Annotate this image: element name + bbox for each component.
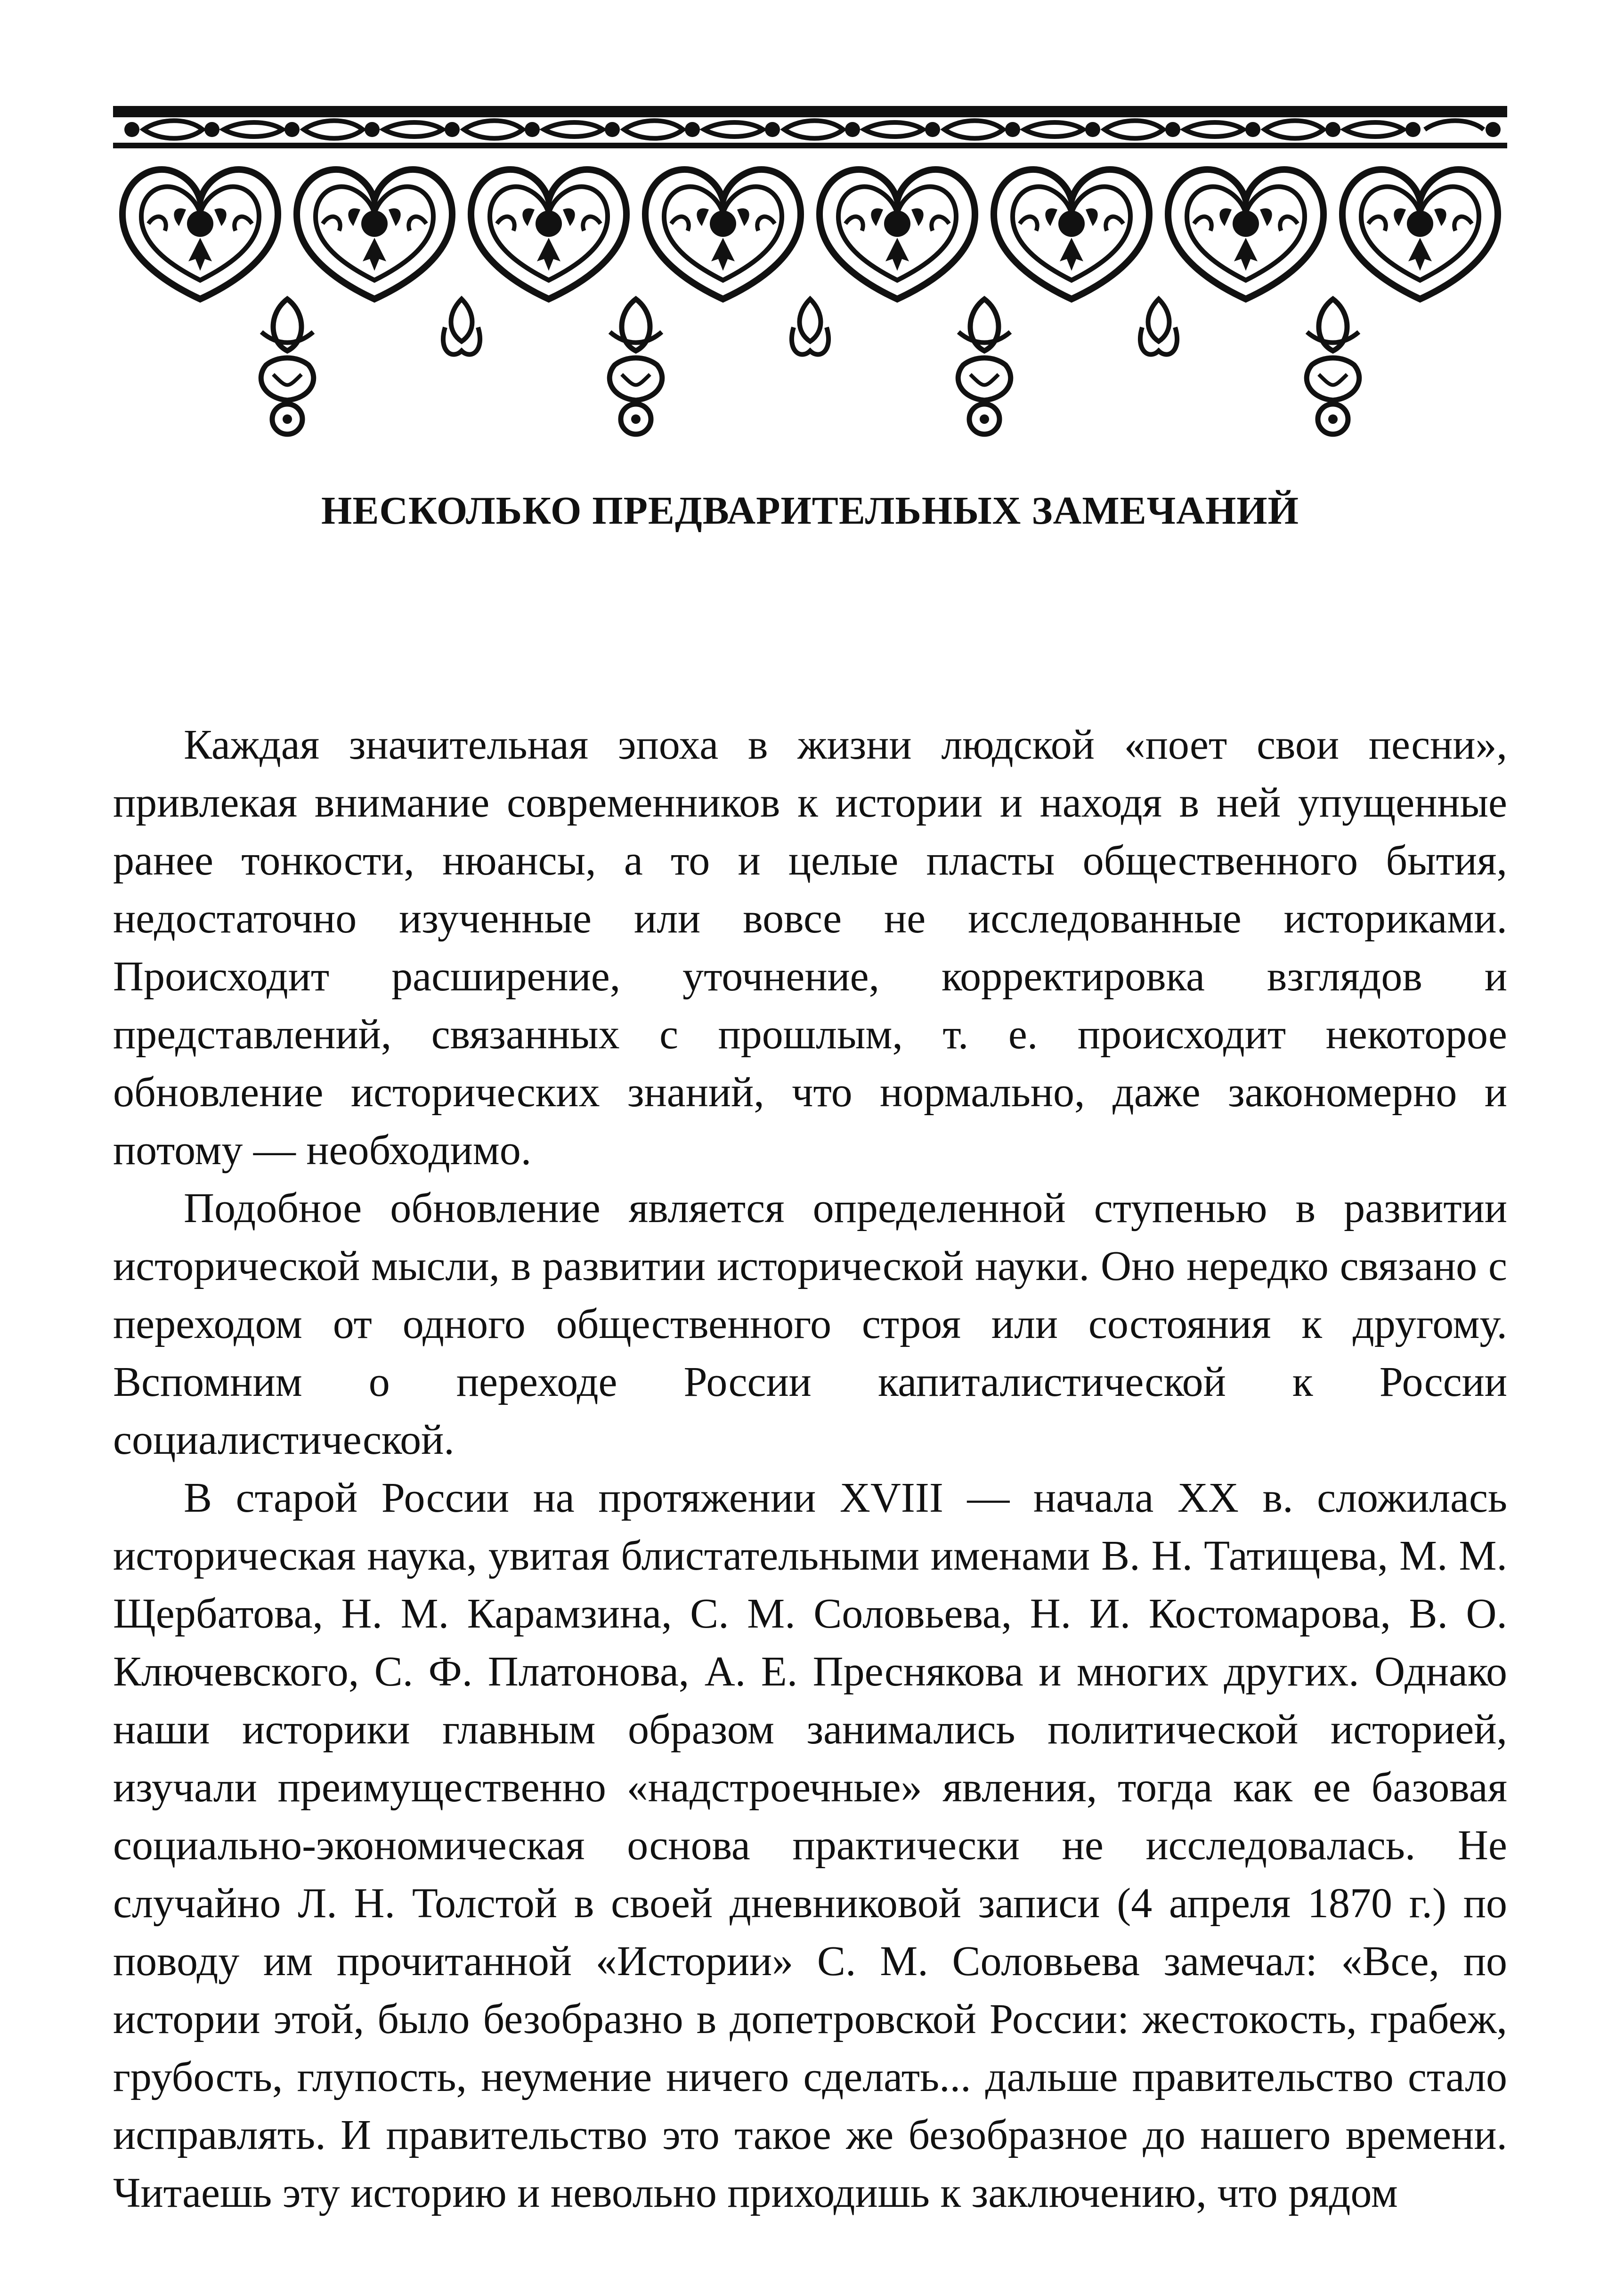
decorative-heart-lace-border-icon	[113, 101, 1507, 478]
paragraph-2: Подобное обновление является определенной ступенью в развитии исторической мысли, в развитии исторической науки. Оно нередко связано с переходом от одного общественного строя или состояния к другому. Вспомним о переходе России капиталистической к России социалистической.	[113, 1185, 1507, 1463]
body-text	[113, 716, 1507, 2222]
paragraph-3: В старой России на протяжении XVIII — начала XX в. сложилась историческая наука, увитая блистательными именами В. Н. Татищева, М. М. Щербатова, Н. М. Карамзина, С. М. Соловьева, Н. И. Костомарова, В. О. Ключевского, С. Ф. Платонова, А. Е. Преснякова и многих других. Однако наши историки главным образом занимались политической историей, изучали преимущественно «надстроечные» явления, тогда как ее базовая социально-экономическая основа практически не исследовалась. Не случайно Л. Н. Толстой в своей дневниковой записи (4 апреля 1870 г.) по поводу им прочитанной «Истории» С. М. Соловьева замечал: «Все, по истории этой, было безобразно в допетровской России: жестокость, грабеж, грубость, глупость, неумение ничего сделать... дальше правительство стало исправлять. И правительство это такое же безобразное до нашего времени. Читаешь эту историю и невольно приходишь к заключению, что рядом	[113, 1475, 1507, 2216]
paragraph-1: Каждая значительная эпоха в жизни людской «поет свои песни», привлекая внимание современников к истории и находя в ней упущенные ранее тонкости, нюансы, а то и целые пласты общественного бытия, недостаточно изученные или вовсе не исследованные историками. Происходит расширение, уточнение, корректировка взглядов и представлений, связанных с прошлым, т. е. происходит некоторое обновление исторических знаний, что нормально, даже закономерно и потому — необходимо.	[113, 721, 1507, 1174]
chapter-title: НЕСКОЛЬКО ПРЕДВАРИТЕЛЬНЫХ ЗАМЕЧАНИЙ	[321, 489, 1299, 533]
